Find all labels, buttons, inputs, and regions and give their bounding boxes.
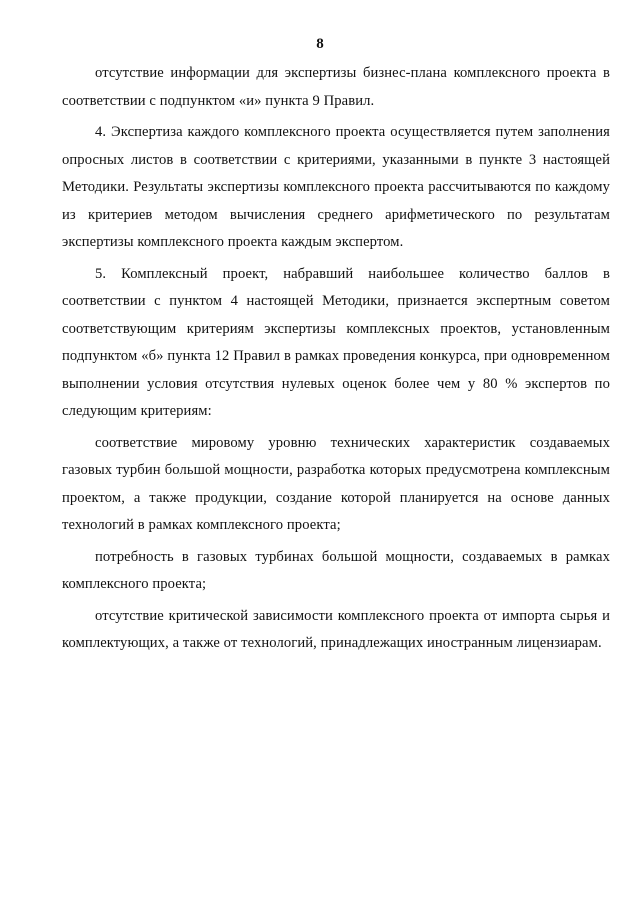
paragraph-criterion-3: отсутствие критической зависимости комплексного проекта от импорта сырья и комплектующих, а также от технологий, принадлежащих иностранным лицензиарам. xyxy=(62,607,610,651)
page-number: 8 xyxy=(316,36,324,52)
paragraph-criterion-2: потребность в газовых турбинах большой мощности, создаваемых в рамках комплексного проекта; xyxy=(62,548,610,592)
paragraph-item-4: 4. Экспертиза каждого комплексного проекта осуществляется путем заполнения опросных листов в соответствии с критериями, указанными в пункте 3 настоящей Методики. Результаты экспертизы комплексного проекта рассчитываются по каждому из критериев методом вычисления среднего арифметического по результатам экспертизы комплексного проекта каждым экспертом. xyxy=(62,124,610,250)
paragraph-continuation: отсутствие информации для экспертизы бизнес-плана комплексного проекта в соответствии с подпунктом «и» пункта 9 Правил. xyxy=(62,65,610,109)
paragraph-item-5: 5. Комплексный проект, набравший наибольшее количество баллов в соответствии с пунктом 4 настоящей Методики, признается экспертным советом соответствующим критериям экспертизы комплексных проектов, установленным подпунктом «б» пункта 12 Правил в рамках проведения конкурса, при одновременном выполнении условия отсутствия нулевых оценок более чем у 80 % экспертов по следующим критериям: xyxy=(62,265,610,419)
document-body xyxy=(62,60,610,658)
paragraph-criterion-1: соответствие мировому уровню технических характеристик создаваемых газовых турбин большой мощности, разработка которых предусмотрена комплексным проектом, а также продукции, создание которой планируется на основе данных технологий в рамках комплексного проекта; xyxy=(62,434,610,533)
